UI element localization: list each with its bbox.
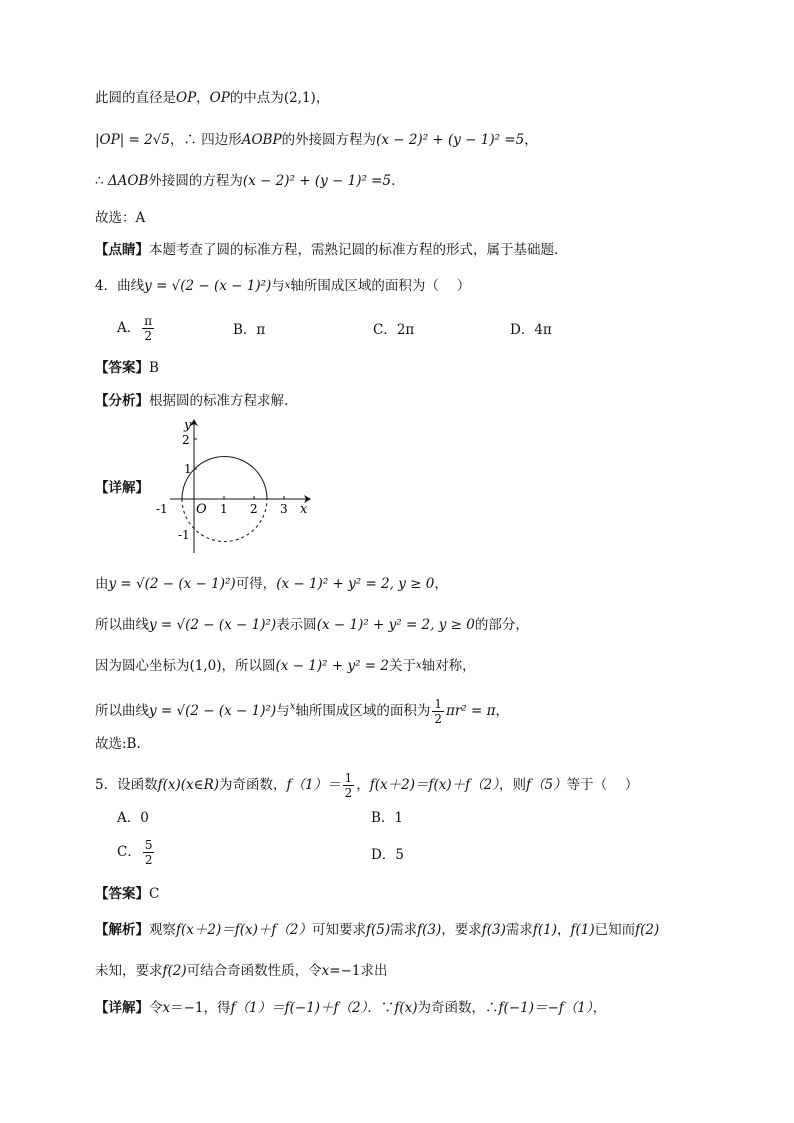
text: 等于（ ）	[566, 777, 639, 793]
denominator: 2	[144, 853, 153, 867]
text: ，	[556, 922, 571, 938]
solution-line-3	[95, 171, 395, 191]
fraction	[343, 771, 355, 800]
text: ，	[196, 90, 210, 106]
math: f(−1)＝−f（1）	[498, 1000, 593, 1016]
math: f(5)	[365, 922, 391, 938]
text: 此圆的直径是	[95, 90, 176, 106]
math: πr² = π	[445, 703, 496, 719]
x-tick-label: 3	[280, 502, 288, 516]
option-c: C．2π	[373, 322, 415, 338]
math: AOBP	[241, 132, 282, 148]
comment-line	[95, 240, 558, 260]
question-5	[95, 771, 638, 800]
text: 关于	[388, 658, 416, 674]
math: y = √(2 − (x − 1)²)	[108, 576, 236, 592]
text: 表示圆	[276, 617, 317, 633]
math: f(x＋2)＝f(x)＋f（2）	[176, 922, 312, 938]
math: x	[162, 1000, 171, 1016]
text: ，	[524, 132, 538, 148]
text: 需求	[505, 922, 533, 938]
math: f(2)	[635, 922, 660, 938]
text: 为奇函数，	[219, 777, 287, 793]
detail-line-1	[95, 574, 448, 594]
text: .	[391, 173, 396, 189]
detail-4-tag	[95, 478, 149, 498]
fraction	[432, 697, 444, 726]
denominator: 2	[344, 786, 353, 800]
question-4	[95, 276, 470, 296]
y-tick-label: -1	[178, 528, 190, 542]
math: f(3)	[417, 922, 442, 938]
option-a	[117, 314, 156, 343]
math: |OP| = 2√5	[95, 132, 170, 148]
math: f(1)	[532, 922, 557, 938]
text: 根据圆的标准方程求解.	[149, 393, 289, 409]
math: f（1）＝f(−1)＋f（2）	[230, 1000, 368, 1016]
text: ，	[592, 1000, 607, 1016]
math: OP	[209, 90, 230, 106]
text: 的部分，	[474, 617, 529, 633]
text: ，	[315, 90, 330, 106]
text: 与	[276, 703, 290, 719]
tag: 【详解】	[95, 480, 149, 496]
x-tick-label: -1	[156, 502, 168, 516]
math: (x − 1)² + y² = 2, y ≥ 0	[276, 576, 435, 592]
text: C	[149, 886, 160, 902]
origin-label: O	[196, 502, 207, 517]
q5-option-a: A．0	[117, 810, 149, 826]
math: y = √(2 − (x − 1)²)	[144, 278, 272, 294]
text: 所以曲线	[95, 703, 149, 719]
text: ，∴ 四边形	[169, 132, 242, 148]
text: 轴对称，	[421, 658, 476, 674]
math: x	[415, 660, 422, 671]
math: f(x)(x∈R)	[157, 777, 220, 793]
text: 5．设函数	[95, 777, 158, 793]
tag: 【详解】	[95, 1000, 149, 1016]
x-axis-label: x	[300, 502, 308, 517]
text: 已知而	[594, 922, 636, 938]
circle-graph	[150, 415, 320, 557]
text: ，	[495, 703, 509, 719]
text: ，则	[499, 777, 526, 793]
text: B	[149, 360, 159, 376]
detail-line-3	[95, 656, 476, 676]
answer-4	[95, 358, 159, 378]
q5-option-d: D．5	[371, 847, 404, 863]
answer-5	[95, 884, 159, 904]
numerator: 1	[434, 697, 442, 711]
text: 因为圆心坐标为	[95, 658, 190, 674]
text: ，所以圆	[221, 658, 276, 674]
text: 本题考查了圆的标准方程，需熟记圆的标准方程的形式，属于基础题.	[149, 242, 559, 258]
text: 需求	[390, 922, 418, 938]
y-axis-label: y	[184, 418, 192, 433]
solution-line-2	[95, 130, 538, 150]
q5-option-b: B．1	[371, 810, 404, 826]
numerator: 1	[344, 771, 353, 785]
math: ΔAOB	[107, 173, 149, 189]
tag: 【分析】	[95, 393, 149, 409]
text: =−1求出	[329, 963, 388, 979]
answer-line-b: 故选:B.	[95, 736, 141, 752]
math: (1,0)	[189, 658, 222, 674]
text: 所以曲线	[95, 617, 149, 633]
q5-option-c	[117, 838, 156, 867]
text: 观察	[149, 922, 176, 938]
text: 4．曲线	[95, 278, 145, 294]
explanation-line-1	[95, 920, 659, 940]
upper-semicircle	[182, 457, 267, 500]
text: 可知要求	[311, 922, 366, 938]
text: 的外接圆方程为	[281, 132, 377, 148]
y-tick-label: 1	[184, 462, 192, 476]
fraction	[143, 838, 155, 867]
math: y = √(2 − (x − 1)²)	[149, 703, 277, 719]
analysis-4	[95, 391, 288, 411]
math: (x − 1)² + y² = 2	[275, 658, 389, 674]
math: (2,1)	[283, 90, 316, 106]
explanation-line-2	[95, 961, 387, 981]
option-d: D．4π	[510, 322, 552, 338]
math: f（1）＝	[286, 777, 341, 793]
x-tick-label: 1	[220, 502, 228, 516]
detail-line-4	[95, 697, 509, 726]
math: f(x＋2)＝f(x)＋f（2）	[369, 777, 499, 793]
math: y = √(2 − (x − 1)²)	[149, 617, 277, 633]
math: (x − 2)² + (y − 1)² =5	[242, 173, 392, 189]
numerator: 5	[144, 838, 153, 852]
solution-line-1	[95, 88, 329, 108]
text: 与	[271, 278, 285, 294]
math: OP	[176, 90, 197, 106]
math: (x − 2)² + (y − 1)² =5	[376, 132, 525, 148]
math: f(3)	[481, 922, 506, 938]
text: ＝−1，得	[170, 1000, 231, 1016]
text: 未知，要求	[95, 963, 163, 979]
denominator: 2	[434, 712, 442, 726]
math: f(x)	[394, 1000, 418, 1016]
tag: 【点睛】	[95, 242, 149, 258]
text: 外接圆的方程为	[148, 173, 243, 189]
text: 轴所围成区域的面积为	[295, 703, 431, 719]
text: 可得，	[235, 576, 277, 592]
text: 轴所围成区域的面积为（ ）	[290, 278, 471, 294]
text: 令	[149, 1000, 163, 1016]
math: f（5）	[526, 777, 567, 793]
math: f(2)	[162, 963, 187, 979]
tag: 【答案】	[95, 360, 149, 376]
text: 的中点为	[229, 90, 284, 106]
math: f(1)	[570, 922, 595, 938]
detail-5-line	[95, 998, 606, 1018]
math: (x − 1)² + y² = 2, y ≥ 0	[316, 617, 475, 633]
text: ∴	[95, 173, 104, 189]
math: x	[321, 963, 330, 979]
denominator: 2	[144, 329, 153, 343]
text: 由	[95, 576, 109, 592]
text: ．∵	[367, 1000, 395, 1016]
option-b: B．π	[233, 322, 266, 338]
tag: 【答案】	[95, 886, 149, 902]
math: x	[284, 280, 291, 291]
y-tick-label: 2	[182, 433, 190, 447]
x-tick-label: 2	[250, 502, 258, 516]
numerator: π	[144, 314, 153, 328]
text: ，	[434, 576, 448, 592]
fraction	[142, 314, 154, 343]
label: C．	[117, 844, 141, 860]
label: A．	[117, 320, 141, 336]
answer-line: 故选：A	[95, 210, 146, 226]
detail-line-2	[95, 615, 529, 635]
text: ，	[356, 777, 370, 793]
text: 可结合奇函数性质，令	[186, 963, 322, 979]
tag: 【解析】	[95, 922, 149, 938]
text: 为奇函数，∴	[417, 1000, 499, 1016]
text: ，要求	[441, 922, 482, 938]
math: x	[289, 701, 296, 712]
